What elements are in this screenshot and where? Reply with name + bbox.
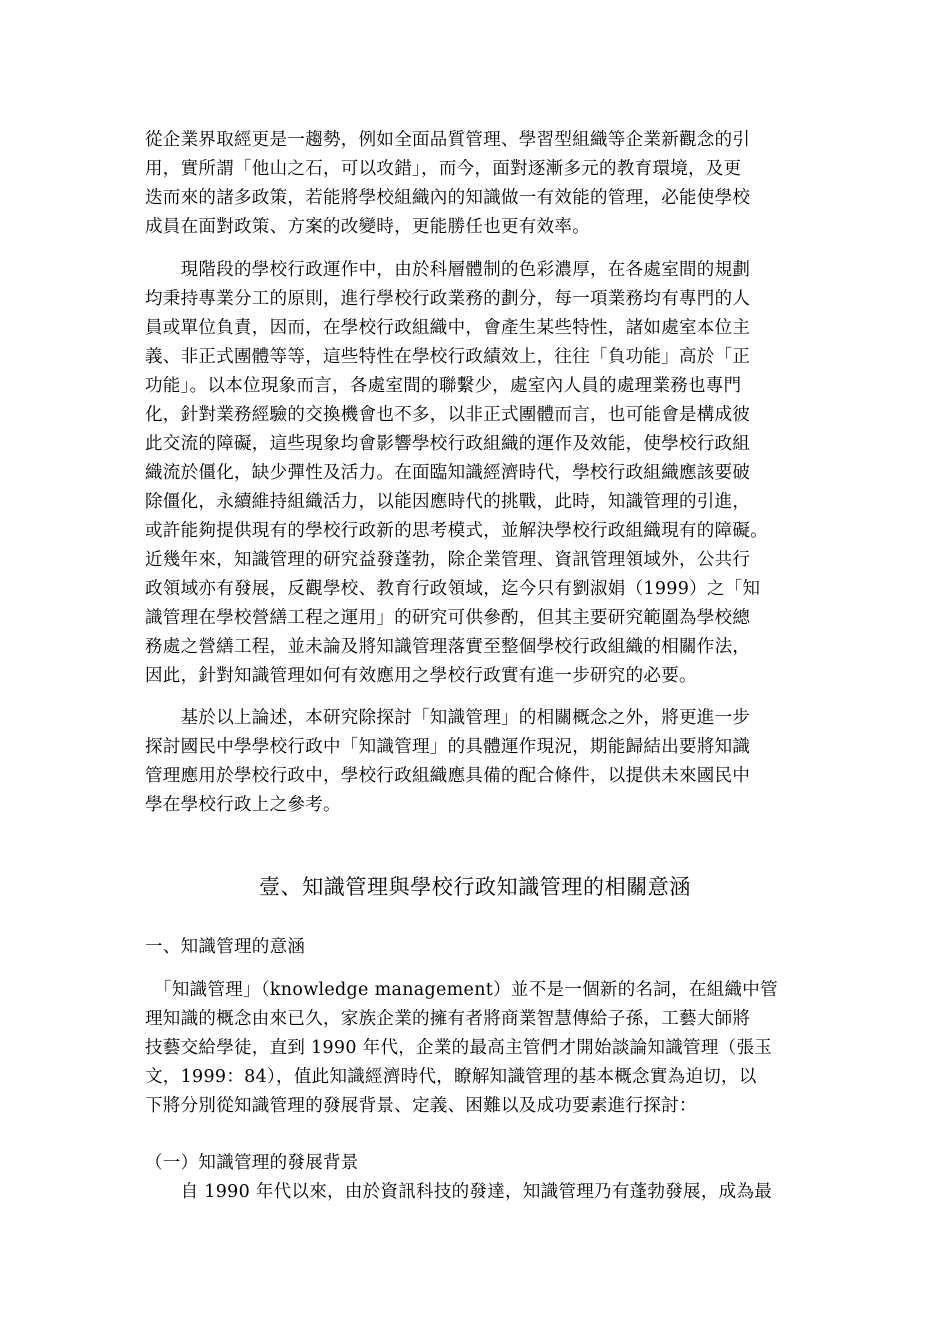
paragraph-2-line-7: 此交流的障礙，這些現象均會影響學校行政組織的運作及效能，使學校行政組 [145, 434, 751, 454]
paragraph-2-line-3: 員或單位負責，因而，在學校行政組織中，會產生某些特性，諸如處室本位主 [145, 318, 751, 338]
paragraph-3-line-3: 管理應用於學校行政中，學校行政組織應具備的配合條件，以提供未來國民中 [145, 766, 751, 786]
paragraph-4-line-1: 「知識管理」（knowledge management）並不是一個新的名詞，在組織中管 [145, 980, 778, 1000]
paragraph-2-line-15: 因此，針對知識管理如何有效應用之學校行政實有進一步研究的必要。 [145, 666, 697, 686]
paragraph-2-line-4: 義、非正式團體等等，這些特性在學校行政績效上，往往「負功能」高於「正 [145, 347, 751, 367]
paragraph-2-line-5: 功能」。以本位現象而言，各處室間的聯繫少，處室內人員的處理業務也專門 [145, 376, 742, 396]
paragraph-1-line-4: 成員在面對政策、方案的改變時，更能勝任也更有效率。 [145, 217, 590, 237]
paragraph-2-line-12: 政領域亦有發展，反觀學校、教育行政領域，迄今只有劉淑娟（1999）之「知 [145, 579, 761, 599]
paragraph-4-line-4: 文，1999：84），值此知識經濟時代，瞭解知識管理的基本概念實為迫切，以 [145, 1067, 757, 1087]
paragraph-2-line-6: 化，針對業務經驗的交換機會也不多，以非正式團體而言，也可能會是構成彼 [145, 405, 751, 425]
paragraph-5-line-1: 自 1990 年代以來，由於資訊科技的發達，知識管理乃有蓬勃發展，成為最 [145, 1182, 773, 1202]
paragraph-2-line-11: 近幾年來，知識管理的研究益發蓬勃，除企業管理、資訊管理領域外，公共行 [145, 550, 751, 570]
paragraph-3-line-1: 基於以上論述，本研究除探討「知識管理」的相關概念之外，將更進一步 [145, 708, 751, 728]
paragraph-4-line-5: 下將分別從知識管理的發展背景、定義、困難以及成功要素進行探討： [145, 1096, 697, 1116]
sub-subsection-heading: （一）知識管理的發展背景 [145, 1153, 359, 1173]
paragraph-2-line-14: 務處之營繕工程，並未論及將知識管理落實至整個學校行政組織的相關作法， [145, 637, 751, 657]
paragraph-2-line-10: 或許能夠提供現有的學校行政新的思考模式，並解決學校行政組織現有的障礙。 [145, 521, 768, 541]
paragraph-1-line-3: 迭而來的諸多政策，若能將學校組織內的知識做一有效能的管理，必能使學校 [145, 188, 751, 208]
paragraph-4-line-3: 技藝交給學徒，直到 1990 年代，企業的最高主管們才開始談論知識管理（張玉 [145, 1038, 773, 1058]
paragraph-2-line-13: 識管理在學校營繕工程之運用」的研究可供參酌，但其主要研究範圍為學校總 [145, 608, 751, 628]
section-heading: 壹、知識管理與學校行政知識管理的相關意涵 [259, 875, 691, 899]
paragraph-3-line-2: 探討國民中學學校行政中「知識管理」的具體運作現況，期能歸結出要將知識 [145, 737, 751, 757]
paragraph-2-line-1: 現階段的學校行政運作中，由於科層體制的色彩濃厚，在各處室間的規劃 [145, 260, 751, 280]
subsection-heading: 一、知識管理的意涵 [145, 937, 306, 957]
paragraph-1-line-2: 用，實所謂「他山之石，可以攻錯」，而今，面對逐漸多元的教育環境，及更 [145, 159, 742, 179]
paragraph-3-line-4: 學在學校行政上之參考。 [145, 795, 341, 815]
paragraph-1-line-1: 從企業界取經更是一趨勢，例如全面品質管理、學習型組織等企業新觀念的引 [145, 130, 751, 150]
paragraph-2-line-2: 均秉持專業分工的原則，進行學校行政業務的劃分，每一項業務均有專門的人 [145, 289, 751, 309]
paragraph-2-line-9: 除僵化，永續維持組織活力，以能因應時代的挑戰，此時，知識管理的引進， [145, 492, 751, 512]
paragraph-2-line-8: 織流於僵化，缺少彈性及活力。在面臨知識經濟時代，學校行政組織應該要破 [145, 463, 751, 483]
paragraph-4-line-2: 理知識的概念由來已久，家族企業的擁有者將商業智慧傳給子孫，工藝大師將 [145, 1009, 751, 1029]
